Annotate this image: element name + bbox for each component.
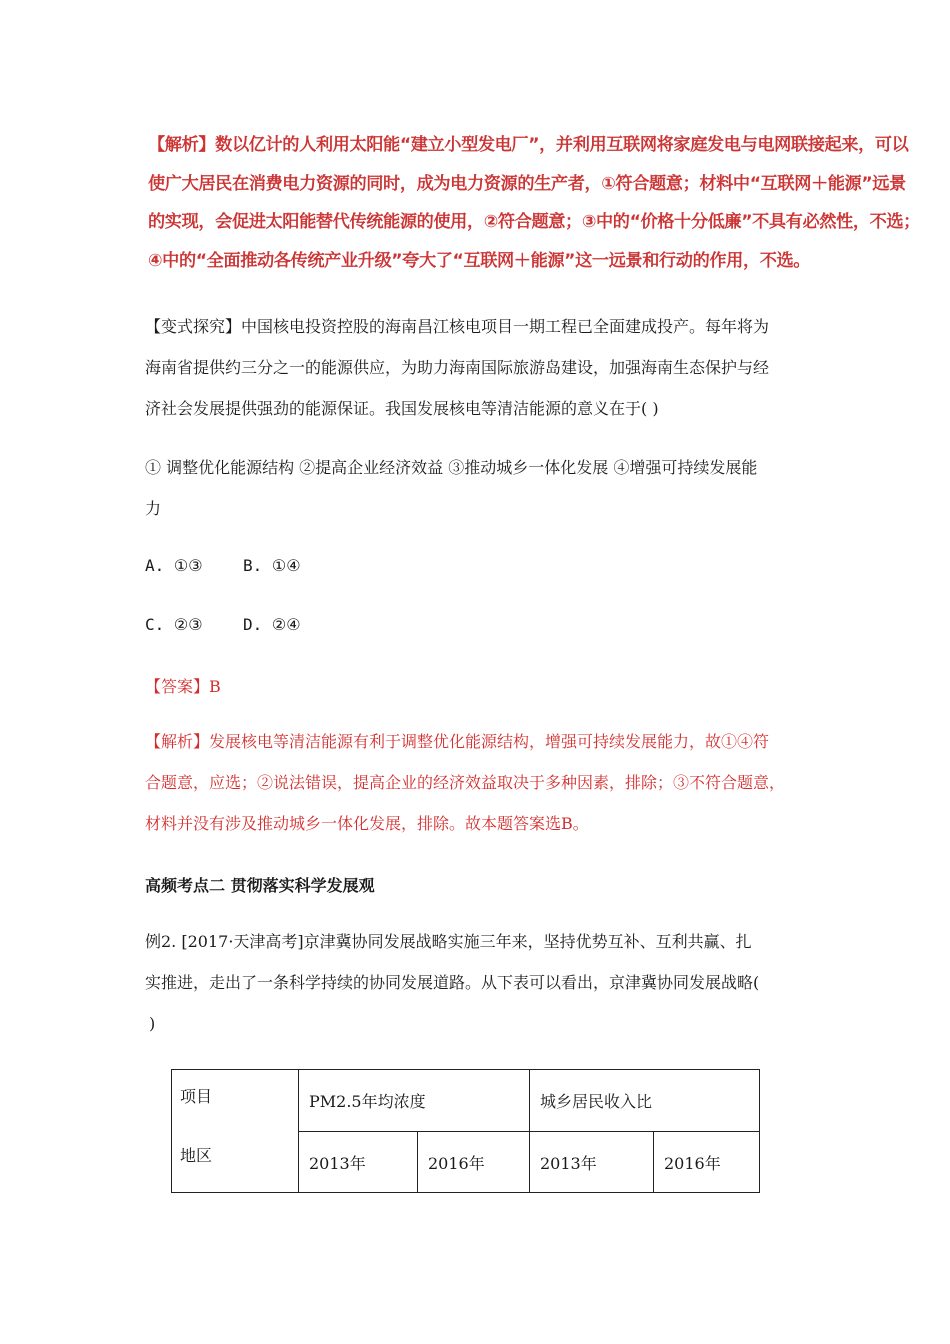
statement-line: 力 [145, 499, 162, 518]
analysis-line: 材料并没有涉及推动城乡一体化发展，排除。故本题答案选B。 [145, 814, 589, 833]
table-year-cell: 2013年 [530, 1132, 654, 1193]
table-header-income-ratio: 城乡居民收入比 [530, 1070, 760, 1132]
section-heading: 高频考点二 贯彻落实科学发展观 [145, 876, 375, 895]
options-row-1 [145, 556, 301, 575]
data-table [171, 1069, 760, 1193]
option-a[interactable]: A. ①③ [145, 556, 203, 575]
statement-line: ① 调整优化能源结构 ②提高企业经济效益 ③推动城乡一体化发展 ④增强可持续发展能 [145, 458, 758, 477]
analysis-line: 【解析】数以亿计的人利用太阳能“建立小型发电厂”，并利用互联网将家庭发电与电网联接起来，可以 [148, 135, 909, 155]
options-row-2 [145, 615, 301, 634]
question-line: 海南省提供约三分之一的能源供应，为助力海南国际旅游岛建设，加强海南生态保护与经 [145, 358, 770, 377]
option-d[interactable]: D. ②④ [243, 615, 301, 634]
analysis-line: ④中的“全面推动各传统产业升级”夸大了“互联网＋能源”这一远景和行动的作用，不选。 [148, 250, 811, 271]
table-year-cell: 2016年 [654, 1132, 760, 1193]
analysis-image-text [148, 126, 938, 280]
analysis-line: 合题意，应选；②说法错误，提高企业的经济效益取决于多种因素，排除；③不符合题意， [145, 773, 786, 792]
analysis-line: 【解析】发展核电等清洁能源有利于调整优化能源结构，增强可持续发展能力，故①④符 [145, 732, 770, 751]
option-b[interactable]: B. ①④ [243, 556, 301, 575]
variant-question [145, 306, 805, 429]
corner-top-label: 项目 [180, 1087, 213, 1106]
table-year-cell: 2013年 [299, 1132, 418, 1193]
analysis-line: 的实现，会促进太阳能替代传统能源的使用，②符合题意；③中的“价格十分低廉”不具有必然性，不选； [148, 212, 920, 232]
table-header-pm25: PM2.5年均浓度 [299, 1070, 530, 1132]
table-corner-cell [172, 1070, 299, 1193]
analysis-line: 使广大居民在消费电力资源的同时，成为电力资源的生产者，①符合题意；材料中“互联网＋能源”远景 [148, 173, 906, 194]
statement-list [145, 447, 805, 529]
variant-analysis [145, 721, 805, 844]
answer: 【答案】B [145, 677, 221, 696]
question-line: 【变式探究】中国核电投资控股的海南昌江核电项目一期工程已全面建成投产。每年将为 [145, 317, 770, 336]
option-c[interactable]: C. ②③ [145, 615, 203, 634]
question-line: 济社会发展提供强劲的能源保证。我国发展核电等清洁能源的意义在于( ) [145, 399, 659, 418]
table-year-cell: 2016年 [418, 1132, 530, 1193]
corner-bottom-label: 地区 [180, 1146, 213, 1165]
example-line: 例2. [2017·天津高考]京津冀协同发展战略实施三年来，坚持优势互补、互利共赢、扎 [145, 932, 752, 951]
example-question [145, 921, 805, 1044]
example-line: ) [149, 1014, 156, 1033]
example-line: 实推进，走出了一条科学持续的协同发展道路。从下表可以看出，京津冀协同发展战略( [145, 973, 760, 992]
